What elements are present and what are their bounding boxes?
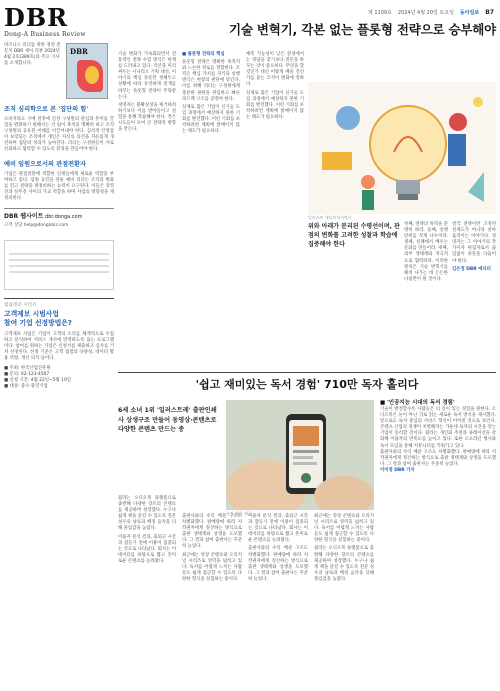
serial-info-item: ■ 대상: 중소·중견기업 — [4, 383, 48, 389]
article-1-para: 결국 전략이란 고정된 설계도가 아니라 살아 움직이는 이야기다. 경영자는 그 이야기의 작가이자 편집자로서 끊임없이 플롯을 다듬어야 한다. — [452, 222, 496, 264]
ad-placeholder — [4, 240, 114, 290]
article-2-title: '쉽고 재미있는 독서 경험' 710만 독자 홀리다 — [195, 378, 419, 391]
article-1-para: 플롯형 전략은 명확한 목적지와 느슨한 경로를 결합한다. 조직은 핵심 가치를 지키되 실행 방식은 현장의 판단에 맡긴다. 이를 위해 리더는 구성원에게 충분한 권한을 위임하고 빠른 피드백 구조를 갖춰야 한다. — [182, 60, 240, 102]
article-1-col-3 — [246, 52, 304, 352]
magazine-cover-image[interactable] — [66, 43, 108, 99]
article-2-col-3 — [248, 514, 308, 684]
article-1 — [118, 22, 496, 364]
article-1-para: 실제로 많은 기업이 신기술 도입 과정에서 예상하지 못한 기회를 발견했다. 이런 기회를 포착하려면 계획에 얽매이지 않는 태도가 필요하다. — [182, 104, 240, 135]
article-1-para: 실제로 많은 기업이 신기술 도입 과정에서 예상하지 못한 기회를 발견했다. 이런 기회를 포착하려면 계획에 얽매이지 않는 태도가 필요하다. — [246, 90, 304, 120]
article-1-author: 김은정 DBR 에디터 — [452, 266, 491, 272]
article-2 — [118, 378, 496, 686]
article-1-col-1 — [118, 52, 176, 352]
issue-date: 2024년 4월 20일 토요일 — [397, 9, 454, 16]
website-label: DBR 웹사이트 — [4, 213, 44, 221]
left-article-2-body: 기업은 관점전환에 적합한 인재들에게 새로운 역할을 부여하고 있다. 임원 승진을 앞둔 예비 리더는 조직의 변화를 읽고 전략을 재정비하는 능력이 요구된다. 이들은 경영진과 실무진 사이의 가교 역할을 하며 사업의 방향성을 재정의한다. — [4, 171, 114, 201]
article-2-para: 최근에는 영상 콘텐츠와 오리지널 시리즈로 영역을 넓히고 있다. 독서를 어렵게 느끼는 사람들도 쉽게 접근할 수 있도록 다양한 형식을 실험하는 중이다. — [314, 514, 374, 544]
dbr-logo: DBR — [4, 3, 69, 32]
cover-title: DBR — [70, 47, 88, 56]
article-2-photo — [226, 400, 374, 510]
ad-line — [9, 259, 109, 261]
website-url[interactable]: dbr.donga.com — [45, 214, 83, 221]
article-2-para: 출판사와의 수익 배분 구조도 차별화했다. 판매량에 따라 저작권자에게 정산하는 방식으로 출판 생태계와 상생을 도모했다. 그 결과 참여 출판사는 꾸준히 늘었다. — [182, 514, 242, 550]
article-1-subhead: ■ 플롯형 전략의 핵심 — [182, 52, 225, 57]
serial-info-list — [4, 366, 114, 390]
serial-subtitle: 참여 기업 선정방법은? — [4, 319, 72, 328]
promo-text: 비즈니스 리더를 위한 경영 전문지 DBR 세이 리뷰 2024년 4월 2호(389호)의 주요 기사를 소개합니다. — [4, 43, 61, 66]
article-2-col-2 — [182, 514, 242, 684]
page-header — [118, 6, 494, 18]
article-2-col-4 — [314, 514, 374, 684]
article-2-quote: 6세 소녀 1위 '일러스트레' 출판인쇄사 상생구조 만들어 동영상·콘텐츠로 다양한 콘텐츠 만드는 중 — [118, 407, 217, 433]
article-2-para: 이용자 분석 결과, 출퇴근 시간과 잠들기 전에 이용이 집중되는 것으로 나타났다. 회사는 이 데이터를 바탕으로 짧고 흥미로운 콘텐츠를 늘려왔다. — [118, 534, 176, 564]
serial-info-item: ■ 주최: 한국산업진흥원 — [4, 365, 51, 371]
article-1-col-5 — [452, 222, 496, 352]
article-2-para: 윌라는 오디오북 플랫폼으로 출발해 다양한 장르의 콘텐츠를 제공하며 성장했다. 누구나 쉽게 책을 즐길 수 있도록 전문 성우의 낭독과 배경 음악을 더해 몰입감을 높였다. — [118, 496, 176, 532]
article-2-sidebar-box — [380, 400, 496, 684]
photo-credit: 사진 윌라 제공 — [226, 511, 252, 516]
article-1-para: 예측 가능성이 낮은 환경에서는 정답을 찾기보다 질문을 바꾸는 것이 중요하다. 무엇을 할 것인가 대신 어떻게 배울 것인가를 묻는 조직이 변화에 강하다. — [246, 52, 304, 88]
left-article-2-headline: 예비 임원으로서의 관점전환자 — [4, 160, 87, 168]
article-1-para: 경영자는 불확실성을 제거하려 하기보다 이를 받아들이고 실험을 통해 학습해야 한다. 작은 시도들이 모여 큰 전략적 방향을 만든다. — [118, 102, 176, 133]
page-number: B7 — [485, 8, 494, 16]
article-2-para: 최근에는 영상 콘텐츠와 오리지널 시리즈로 영역을 넓히고 있다. 독서를 어렵게 느끼는 사람들도 쉽게 접근할 수 있도록 다양한 형식을 실험하는 중이다. — [182, 552, 242, 582]
article-2-para: 윌라는 오디오북 플랫폼으로 출발해 다양한 장르의 콘텐츠를 제공하며 성장했다. 누구나 쉽게 책을 즐길 수 있도록 전문 성우의 낭독과 배경 음악을 더해 몰입감을 높였다. — [314, 546, 374, 582]
article-1-pullquote: 위와 아래가 분리된 수평선이며, 관점의 변화를 고려한 성찰과 학습에 집중해야 한다 — [308, 223, 400, 248]
paper-name: 동아일보 — [459, 9, 480, 16]
article-2-author: 이미영 DBR 기자 — [380, 467, 415, 473]
cover-art-circle — [85, 66, 99, 84]
sidebar-box-body: 기술이 발전할수록 사람들은 더 깊이 있는 경험을 원한다. 오디오북은 눈이 아닌 귀로 읽는 새로운 독서 방식을 제시했다. 앞으로도 독자 중심의 서비스 혁신이 이어질 것으로 보인다. 콘텐츠 산업의 경쟁이 치열해지는 가운데 독자의 시간을 얻는 기업이 승리할 것이다. 윌라는 개인화 추천과 큐레이션을 강화해 이용자의 만족도를 높이고 있다. 또한 오프라인 행사와 독서 모임을 통해 커뮤니티를 키워가고 있다. — [380, 407, 496, 449]
ad-line — [9, 271, 109, 273]
contact-line: 고객 상담 help@dongabiz.com — [4, 223, 69, 229]
article-2-para: 이용자 분석 결과, 출퇴근 시간과 잠들기 전에 이용이 집중되는 것으로 나타났다. 회사는 이 데이터를 바탕으로 짧고 흥미로운 콘텐츠를 늘려왔다. — [248, 514, 308, 544]
serial-title: 고객제보 시범사업 — [4, 310, 59, 319]
article-1-col-2 — [182, 52, 240, 352]
sidebar-box-body-cont: 출판사와의 수익 배분 구조도 차별화했다. 판매량에 따라 저작권자에게 정산하는 방식으로 출판 생태계와 상생을 도모했다. 그 결과 참여 출판사는 꾸준히 늘었다. — [380, 449, 496, 467]
sidebar-box-headline: ■ '인공지능 시대의 독서 경험' — [380, 400, 455, 406]
dbr-website-box — [4, 208, 114, 228]
serial-label: 법률레터 시리즈 — [4, 298, 114, 308]
smartphone-photo — [226, 400, 374, 510]
article-1-para: 기술 변화가 가속화되면서 전통적인 전략 수립 방식은 한계를 드러내고 있다. 각본을 미리 짜두는 시나리오 기획 대신, 이야기의 핵심 플롯만 정해두고 상황에 따라 유연하게 전개를 바꾸는 플롯형 전략이 주목받는다. — [118, 52, 176, 100]
article-1-illustration — [308, 82, 496, 214]
lightbulb-illustration — [308, 82, 496, 214]
article-1-col-4 — [404, 222, 448, 352]
issue-number: 제 1109호 — [367, 9, 392, 16]
article-2-para: 출판사와의 수익 배분 구조도 차별화했다. 판매량에 따라 저작권자에게 정산하는 방식으로 출판 생태계와 상생을 도모했다. 그 결과 참여 출판사는 꾸준히 늘었다. — [248, 546, 308, 582]
illustration-credit: 일러스트 게티이미지뱅크 — [308, 215, 352, 220]
left-article-1-headline: 조직 심리학으로 본 '집단의 힘' — [4, 106, 89, 113]
article-1-title: 기술 변혁기, 각본 없는 플롯형 전략으로 승부해야 — [229, 22, 496, 37]
ad-line — [9, 253, 109, 255]
serial-body: 고객제보 사업은 기업이 고객의 소리를 체계적으로 수집하고 분석하여 서비스 개선에 반영하도록 돕는 프로그램이다. 참여를 원하는 기업은 신청서를 제출하고 심사를 거쳐 선정된다. 선정 기준은 고객 접점의 다양성, 데이터 활용 역량, 개선 의지 등이다. — [4, 332, 114, 362]
serial-info-item: ■ 신청 기간: 4월 22일~5월 10일 — [4, 377, 71, 383]
logo-subtitle: Dong-A Business Review — [4, 31, 86, 38]
ad-line — [9, 265, 109, 267]
ad-lines — [9, 253, 109, 277]
promo-block — [4, 43, 114, 99]
left-article-1-body: 소비자라도 구매 결정에 일상 구성원의 관심과 흥미를 끌 힘을 발휘하기 위해서는 각 팀이 목적을 명확히 하고 조직 구성원의 공유된 이해를 이끌어내야 한다. 심리적 안정감이 보장되는 조직에서 개인은 자신의 의견을 자유롭게 개진하며 집단의 성과가 높아진다. 리더는 구성원들이 서로 신뢰하고 협력할 수 있도록 환경을 만들어야 한다. — [4, 117, 114, 153]
article-1-para: 첫째, 전략의 목적을 분명히 하라. 둘째, 실행 단위를 작게 나누어라. 셋째, 실패에서 배우는 문화를 만들어라. 넷째, 외부 생태계와 적극적으로 협력하라. 이러한 원칙은 기술 변혁기를 헤쳐 나가는 데 든든한 나침반이 될 것이다. — [404, 222, 448, 282]
left-column — [4, 3, 114, 686]
section-divider — [118, 372, 496, 373]
serial-info-item: ■ 문의: 02-123-4567 — [4, 371, 50, 377]
article-2-col-1 — [118, 496, 176, 684]
